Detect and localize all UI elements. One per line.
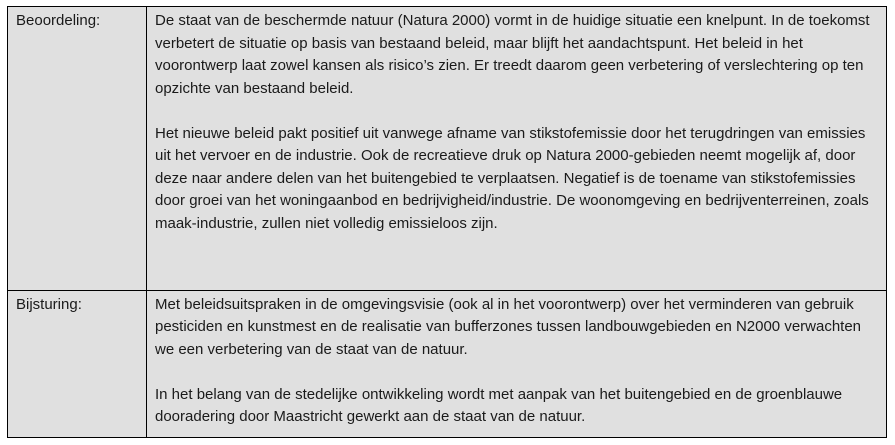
row-content-bijsturing (147, 290, 887, 437)
paragraph: Met beleidsuitspraken in de omgevingsvisie (ook al in het voorontwerp) over het verminderen van gebruik pesticiden en kunstmest en de realisatie van bufferzones tussen landbouwgebieden en N2000 verwachten we een verbetering van de staat van de natuur. (155, 295, 862, 358)
row-label-beoordeling: Beoordeling: (8, 7, 147, 291)
paragraph: Het nieuwe beleid pakt positief uit vanwege afname van stikstofemissie door het terugdringen van emissies uit het vervoer en de industrie. Ook de recreatieve druk op Natura 2000-gebieden neemt mogelijk af, door deze naar andere delen van het buitengebied te verplaatsen. Negatief is de toename van stikstofemissies door groei van het woningaanbod en bedrijvigheid/industrie. De woonomgeving en bedrijventerreinen, zoals maak-industrie, zullen niet volledig emissieloos zijn. (155, 124, 869, 232)
row-content-beoordeling (147, 7, 887, 291)
paragraph: De staat van de beschermde natuur (Natura 2000) vormt in de huidige situatie een knelpunt. In de toekomst verbetert de situatie op basis van bestaand beleid, maar blijft het aandachtspunt. Het beleid in het voorontwerp laat zowel kansen als risico’s zien. Er treedt daarom geen verbetering of verslechtering op ten opzichte van bestaand beleid. (155, 12, 870, 97)
paragraph: In het belang van de stedelijke ontwikkeling wordt met aanpak van het buitengebied en de groenblauwe dooradering door Maastricht gewerkt aan de staat van de natuur. (155, 385, 843, 426)
table-row (8, 7, 887, 291)
table-row (8, 290, 887, 437)
assessment-table (7, 6, 887, 438)
row-label-bijsturing: Bijsturing: (8, 290, 147, 437)
